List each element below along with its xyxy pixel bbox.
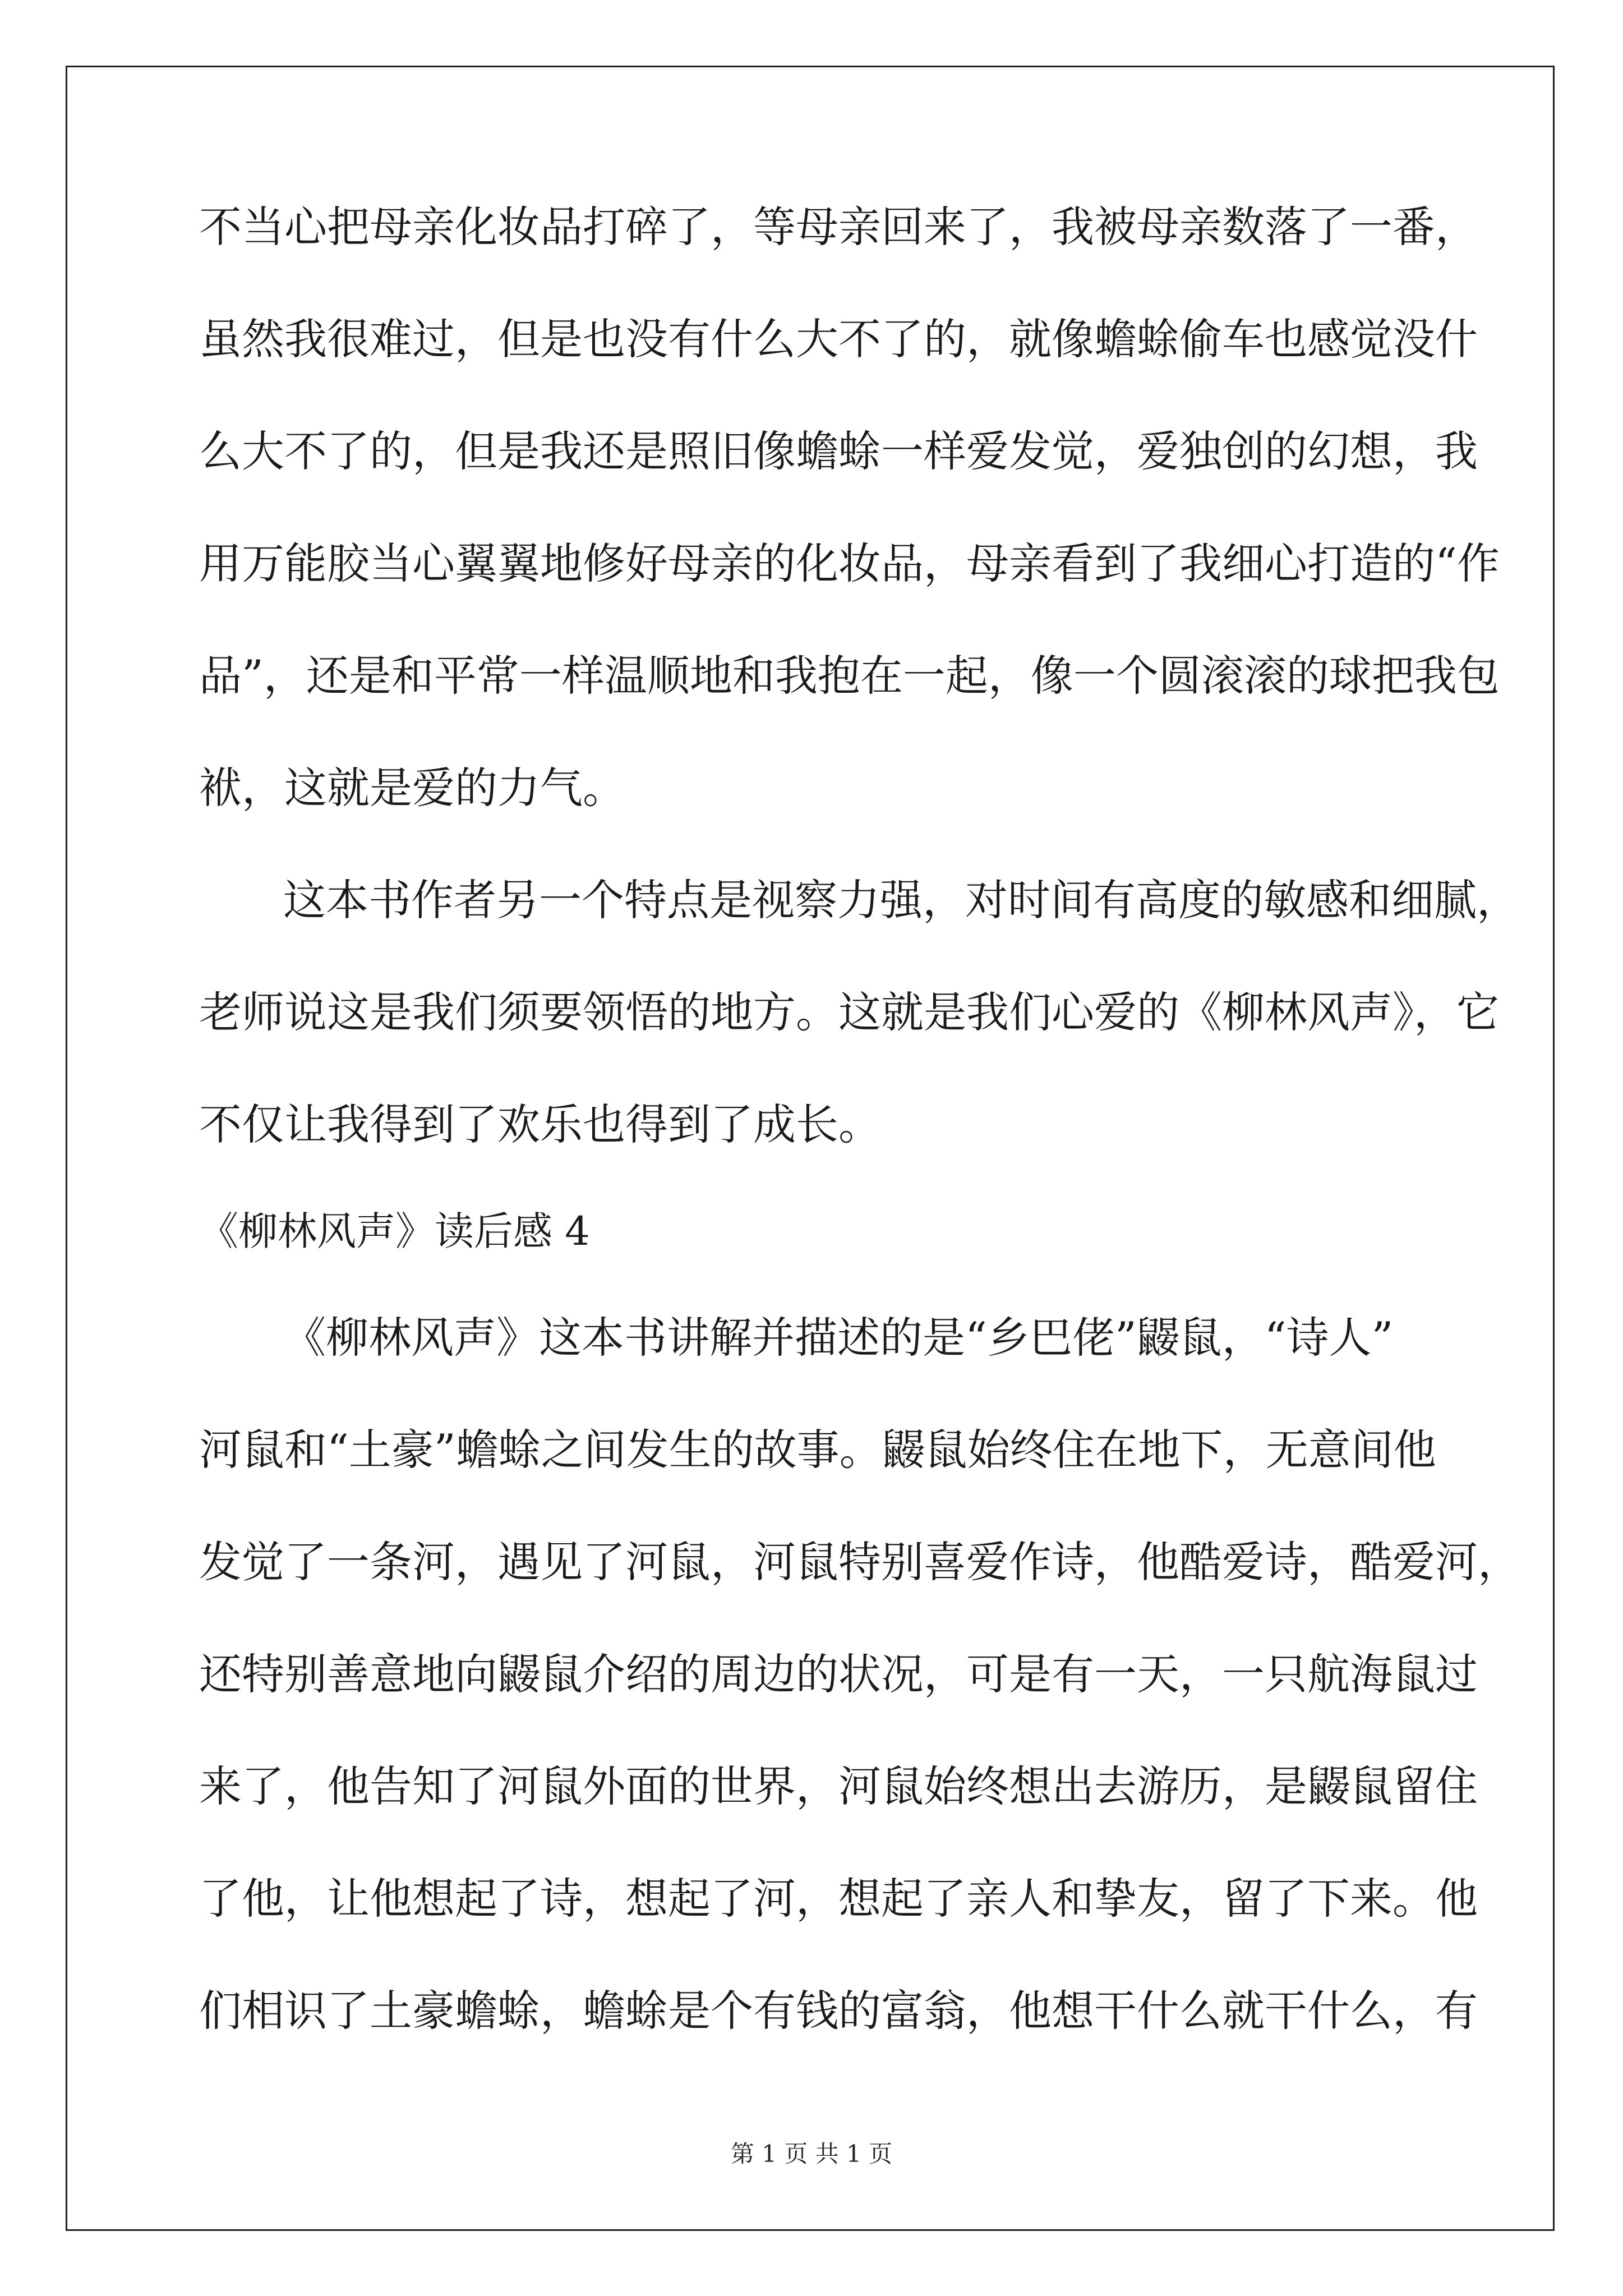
text-line-8: 老师说这是我们须要领悟的地方。这就是我们心爱的《柳林风声》，它 — [199, 987, 1499, 1037]
text-line-7: 这本书作者另一个特点是视察力强，对时间有高度的敏感和细腻， — [283, 875, 1519, 925]
text-line-14: 还特别善意地向鼹鼠介绍的周边的状况，可是有一天，一只航海鼠过 — [199, 1649, 1478, 1699]
text-line-5: 品”，还是和平常一样温顺地和我抱在一起，像一个圆滚滚的球把我包 — [199, 651, 1500, 701]
section-heading: 《柳林风声》读后感 4 — [199, 1208, 590, 1254]
text-line-6: 袱，这就是爱的力气。 — [199, 763, 625, 813]
page-footer: 第 1 页 共 1 页 — [730, 2140, 893, 2168]
text-line-2: 虽然我很难过，但是也没有什么大不了的，就像蟾蜍偷车也感觉没什 — [199, 314, 1478, 364]
text-line-17: 们相识了土豪蟾蜍，蟾蜍是个有钱的富翁，他想干什么就干什么，有 — [199, 1986, 1478, 2036]
text-line-13: 发觉了一条河，遇见了河鼠，河鼠特别喜爱作诗，他酷爱诗，酷爱河， — [199, 1537, 1520, 1587]
text-line-1: 不当心把母亲化妆品打碎了，等母亲回来了，我被母亲数落了一番， — [199, 202, 1478, 252]
text-line-9: 不仅让我得到了欢乐也得到了成长。 — [199, 1099, 881, 1149]
text-line-15: 来了，他告知了河鼠外面的世界，河鼠始终想出去游历，是鼹鼠留住 — [199, 1761, 1478, 1811]
text-line-16: 了他，让他想起了诗，想起了河，想起了亲人和挚友，留了下来。他 — [199, 1874, 1478, 1924]
text-line-12: 河鼠和“土豪”蟾蜍之间发生的故事。鼹鼠始终住在地下，无意间他 — [199, 1425, 1436, 1475]
text-line-3: 么大不了的，但是我还是照旧像蟾蜍一样爱发觉，爱独创的幻想，我 — [199, 426, 1478, 476]
text-line-11: 《柳林风声》这本书讲解并描述的是“乡巴佬”鼹鼠，“诗人” — [283, 1313, 1394, 1363]
text-line-4: 用万能胶当心翼翼地修好母亲的化妆品，母亲看到了我细心打造的“作 — [199, 539, 1500, 588]
